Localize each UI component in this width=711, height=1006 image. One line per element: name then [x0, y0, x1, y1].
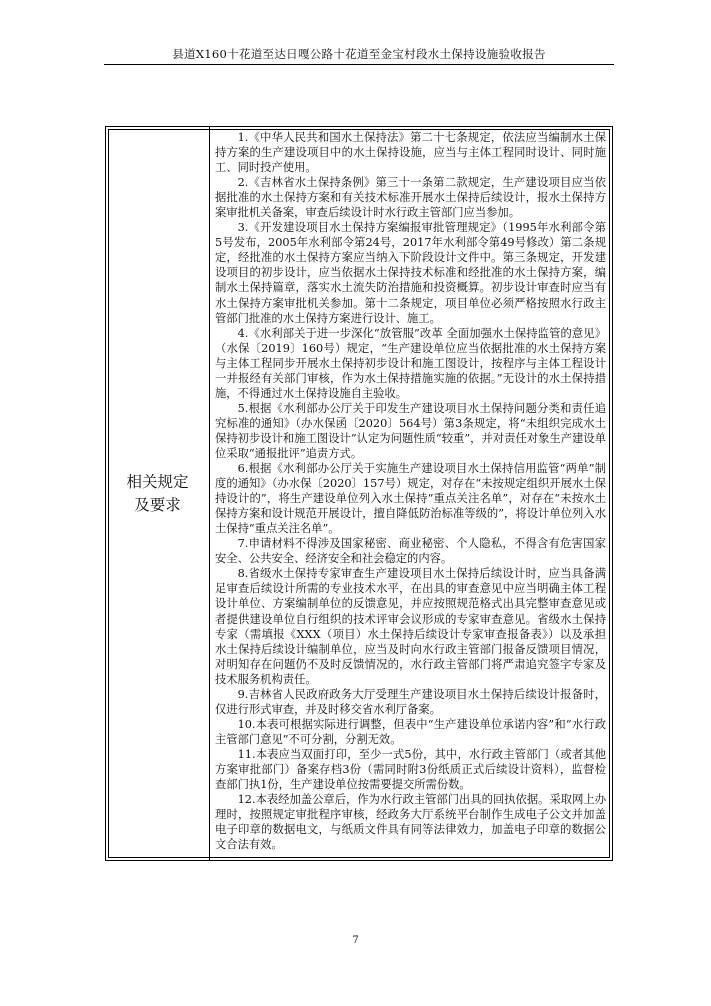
regulation-paragraph-9: 9.吉林省人民政府政务大厅受理生产建设项目水土保持后续设计报备时，仅进行形式审查，并及时移交省水利厅备案。 — [215, 687, 606, 716]
table-content-cell — [215, 130, 606, 857]
page-number: 7 — [352, 935, 359, 946]
header-divider — [104, 64, 614, 65]
regulation-paragraph-12: 12.本表经加盖公章后，作为水行政主管部门出具的回执依据。采取网上办理时，按照规定审批程序审核，经政务大厅系统平台制作生成电子公文并加盖电子印章的数据电文，与纸质文件具有同等法律效力，加盖电子印章的数据公文合法有效。 — [215, 793, 606, 852]
regulation-paragraph-11: 11.本表应当双面打印，至少一式5份，其中，水行政主管部门（或者其他方案审批部门）备案存档3份（需同时附3份纸质正式后续设计资料），监督检查部门执1份，生产建设单位按需要提交所需份数。 — [215, 747, 606, 792]
document-header: 县道X160十花道至达日嘎公路十花道至金宝村段水土保持设施验收报告 — [172, 47, 546, 61]
regulation-paragraph-1: 1.《中华人民共和国水土保持法》第二十七条规定，依法应当编制水土保持方案的生产建设项目中的水土保持设施，应当与主体工程同时设计、同时施工、同时投产使用。 — [215, 131, 606, 175]
regulation-paragraph-7: 7.申请材料不得涉及国家秘密、商业秘密、个人隐私，不得含有危害国家安全、公共安全、经济安全和社会稳定的内容。 — [215, 537, 606, 566]
table-label-cell — [106, 127, 210, 860]
regulation-paragraph-3: 3.《开发建设项目水土保持方案编报审批管理规定》（1995年水利部令第5号发布，2005年水利部令第24号，2017年水利部令第49号修改）第二条规定，经批准的水土保持方案应当纳入下阶段设计文件中。第三条规定，开发建设项目的初步设计，应当依据水土保持技术标准和经批准的水土保持方案，编制水土保持篇章，落实水土流失防治措施和投资概算。初步设计审查时应当有水土保持方案审批机关参加。第十二条规定，项目单位必须严格按照水行政主管部门批准的水土保持方案进行设计、施工。 — [215, 221, 606, 325]
requirements-table — [105, 126, 613, 861]
regulation-paragraph-4: 4.《水利部关于进一步深化“放管服”改革 全面加强水土保持监管的意见》（水保〔2019〕160号）规定，“生产建设单位应当依据批准的水土保持方案与主体工程同步开展水土保持初步设计和施工图设计，按程序与主体工程设计一并报经有关部门审核，作为水土保持措施实施的依据。”无设计的水土保持措施，不得通过水土保持设施自主验收。 — [215, 326, 606, 400]
regulation-paragraph-5: 5.根据《水利部办公厅关于印发生产建设项目水土保持问题分类和责任追究标准的通知》（办水保函〔2020〕564号）第3条规定，将“未组织完成水土保持初步设计和施工图设计”认定为问题性质“较重”，并对责任对象生产建设单位采取“通报批评”追责方式。 — [215, 401, 606, 460]
regulation-paragraph-10: 10.本表可根据实际进行调整，但表中“生产建设单位承诺内容”和“水行政主管部门意见”不可分割，分割无效。 — [215, 717, 606, 746]
regulation-paragraph-6: 6.根据《水利部办公厅关于实施生产建设项目水土保持信用监管“两单”制度的通知》（办水保〔2020〕157号）规定，对存在“未按规定组织开展水土保持设计的”，将生产建设单位列入水土保持“重点关注名单”，对存在“未按水土保持方案和设计规范开展设计，擅自降低防治标准等级的”，将设计单位列入水土保持“重点关注名单”。 — [215, 462, 606, 536]
regulation-paragraph-2: 2.《吉林省水土保持条例》第三十一条第二款规定，生产建设项目应当依据批准的水土保持方案和有关技术标准开展水土保持后续设计，报水土保持方案审批机关备案，审查后续设计时水行政主管部门应当参加。 — [215, 176, 606, 220]
regulation-paragraph-8: 8.省级水土保持专家审查生产建设项目水土保持后续设计时，应当具备满足审查后续设计所需的专业技术水平，在出具的审查意见中应当明确主体工程设计单位、方案编制单位的反馈意见，并应按照规范格式出具完整审查意见或者提供建设单位自行组织的技术评审会议形成的专家审查意见。省级水土保持专家（需填报《XXX（项目）水土保持后续设计专家审查报备表》）以及承担水土保持后续设计编制单位，应当及时向水行政主管部门报备反馈项目情况，对明知存在问题仍不及时反馈情况的，水行政主管部门将严肃追究签字专家及技术服务机构责任。 — [215, 567, 606, 686]
table-row-label: 相关规定及要求 — [126, 472, 189, 514]
